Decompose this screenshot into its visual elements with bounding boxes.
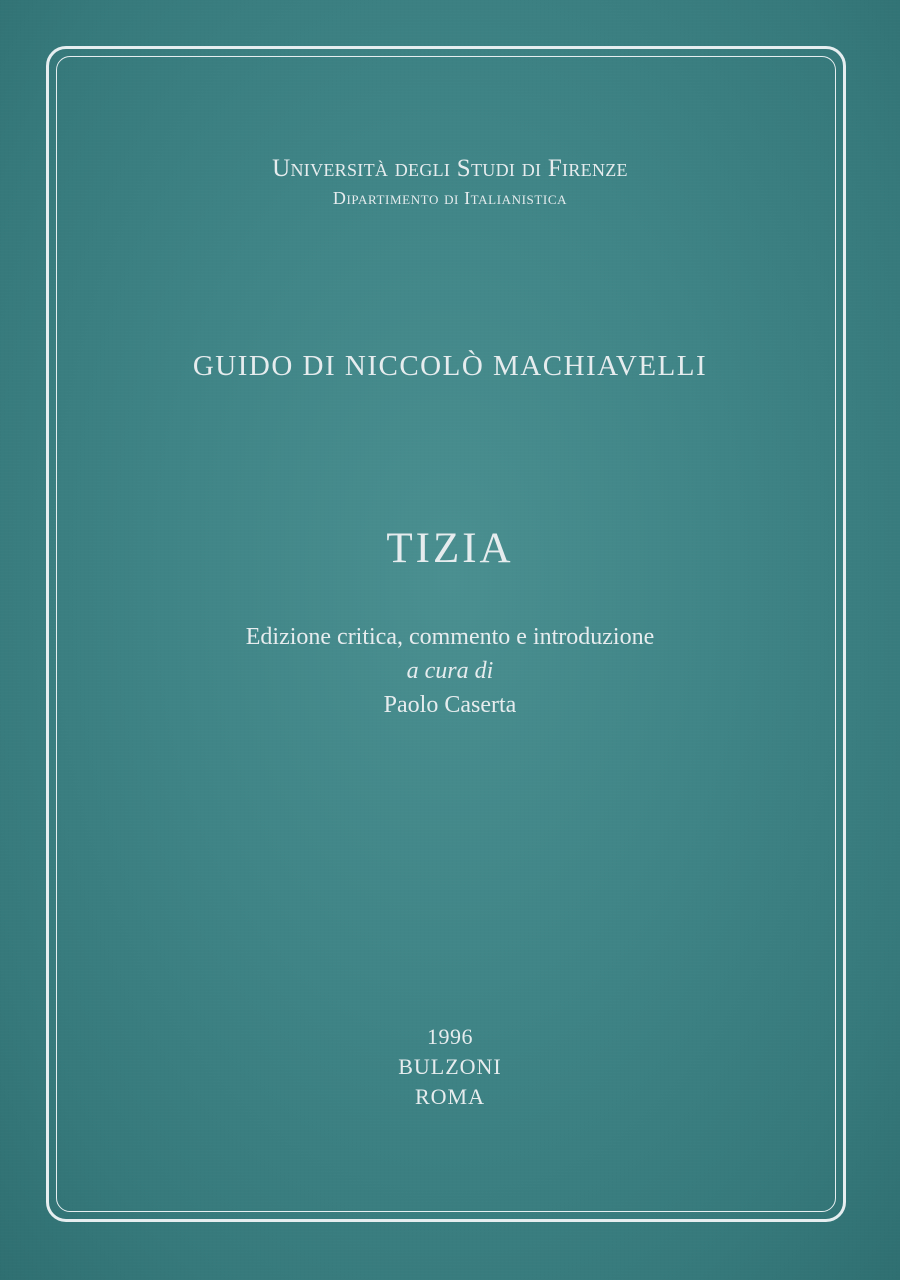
book-subtitle: Edizione critica, commento e introduzione bbox=[245, 624, 655, 650]
publisher-name: BULZONI bbox=[398, 1054, 502, 1079]
book-title: TIZIA bbox=[386, 525, 514, 572]
department-name: Dipartimento di Italianistica bbox=[332, 188, 568, 208]
editor-name: Paolo Caserta bbox=[383, 692, 517, 718]
author-name: GUIDO DI NICCOLÒ MACHIAVELLI bbox=[192, 350, 708, 382]
publication-city: ROMA bbox=[414, 1084, 485, 1109]
curated-by-label: a cura di bbox=[406, 658, 494, 684]
publication-year: 1996 bbox=[427, 1024, 473, 1049]
university-name: Università degli Studi di Firenze bbox=[272, 155, 628, 182]
